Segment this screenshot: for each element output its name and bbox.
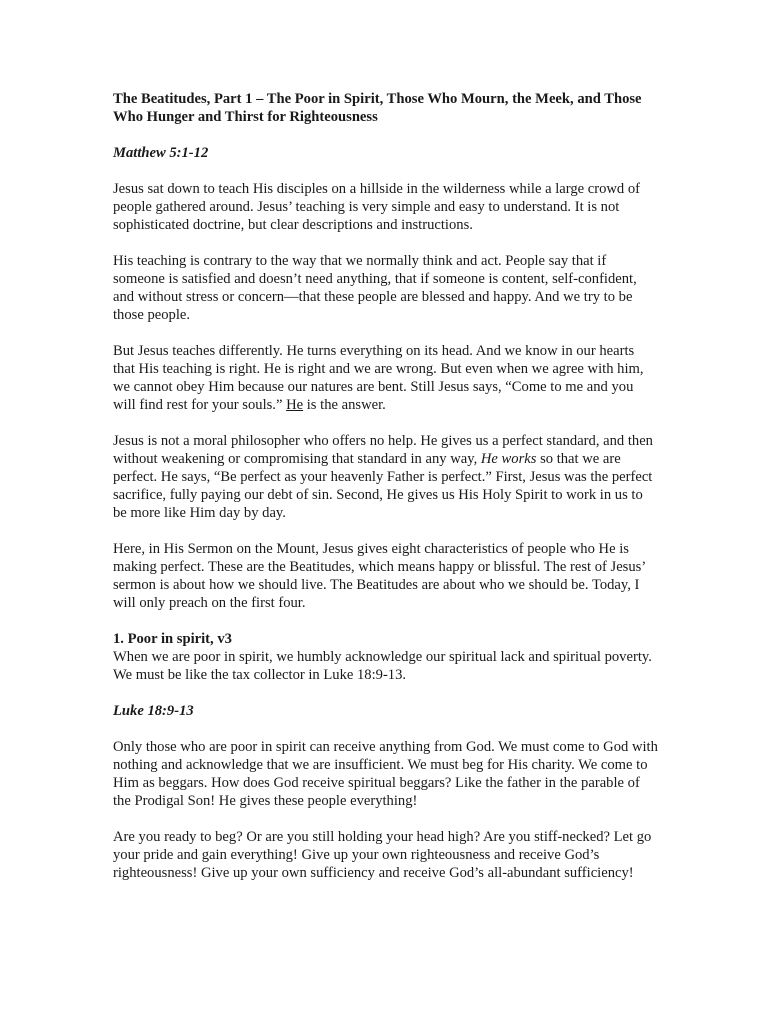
paragraph-4-text-a: Jesus is not a moral philosopher who offers no help. He gives us a perfect standard, and then without weakening or compromising that standard in any way, bbox=[113, 433, 653, 467]
section-1-heading: 1. Poor in spirit, v3 bbox=[113, 631, 232, 647]
paragraph-3-emphasis: He bbox=[286, 397, 304, 413]
paragraph-7: Are you ready to beg? Or are you still holding your head high? Are you stiff-necked? Let go your pride and gain everything! Give up your own righteousness and receive God’s righteousness! Give up your own sufficiency and receive God’s all-abundant sufficiency! bbox=[113, 829, 652, 881]
paragraph-3-text-b: is the answer. bbox=[303, 397, 386, 413]
paragraph-2: His teaching is contrary to the way that we normally think and act. People say that if someone is satisfied and doesn’t need anything, that if someone is content, self-confident, and without stress or concern—that these people are blessed and happy. And we try to be those people. bbox=[113, 253, 637, 323]
section-1 bbox=[113, 630, 658, 684]
scripture-reference-2: Luke 18:9-13 bbox=[113, 703, 194, 719]
paragraph-1: Jesus sat down to teach His disciples on a hillside in the wilderness while a large crowd of people gathered around. Jesus’ teaching is very simple and easy to understand. It is not sophisticated doctrine, but clear descriptions and instructions. bbox=[113, 181, 641, 233]
paragraph-5: Here, in His Sermon on the Mount, Jesus gives eight characteristics of people who He is making perfect. These are the Beatitudes, which means happy or blissful. The rest of Jesus’ sermon is about how we should live. The Beatitudes are about who we should be. Today, I will only preach on the first four. bbox=[113, 541, 646, 611]
paragraph-4-text-b: so that we are perfect. He says, “Be perfect as your heavenly Father is perfect.” First, Jesus was the perfect sacrifice, fully paying our debt of sin. Second, He gives us His Holy Spirit to work in us to be more like Him day by day. bbox=[113, 451, 653, 521]
paragraph-3 bbox=[113, 342, 658, 414]
paragraph-3-text-a: But Jesus teaches differently. He turns everything on its head. And we know in our hearts that His teaching is right. He is right and we are wrong. But even when we agree with him, we cannot obey Him because our natures are bent. Still Jesus says, “Come to me and you will find rest for your souls.” bbox=[113, 343, 644, 413]
scripture-reference: Matthew 5:1-12 bbox=[113, 145, 209, 161]
document-title: The Beatitudes, Part 1 – The Poor in Spirit, Those Who Mourn, the Meek, and Those Who Hunger and Thirst for Righteousness bbox=[113, 91, 642, 125]
paragraph-4-emphasis: He works bbox=[480, 451, 537, 467]
paragraph-4 bbox=[113, 432, 658, 522]
section-1-text: When we are poor in spirit, we humbly acknowledge our spiritual lack and spiritual poverty. We must be like the tax collector in Luke 18:9-13. bbox=[113, 649, 652, 683]
paragraph-6: Only those who are poor in spirit can receive anything from God. We must come to God with nothing and acknowledge that we are insufficient. We must beg for His charity. We come to Him as beggars. How does God receive spiritual beggars? Like the father in the parable of the Prodigal Son! He gives these people everything! bbox=[113, 739, 658, 809]
